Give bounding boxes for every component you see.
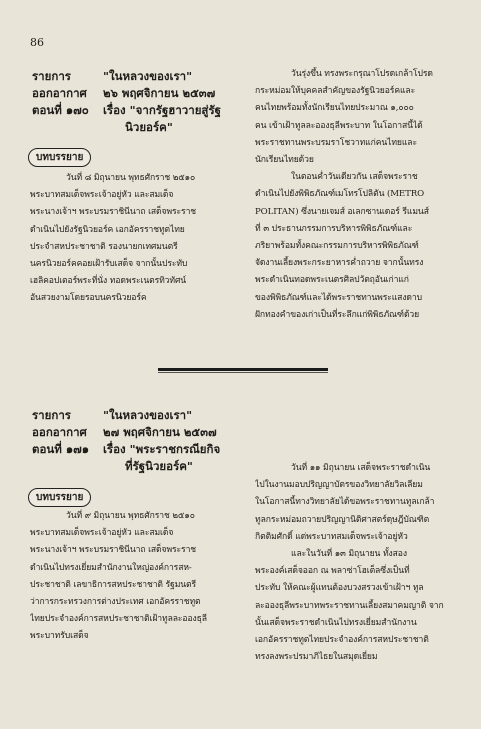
subject-line: ที่รัฐนิวยอร์ค" (125, 459, 193, 473)
text-line: ในตอนค่ำวันเดียวกัน เสด็จพระราช (291, 172, 418, 183)
text-line: วันรุ่งขึ้น ทรงพระกรุณาโปรดเกล้าโปรด (291, 69, 433, 79)
text-line: คน เข้าเฝ้าทูลละอองธุลีพระบาท ในโอกาสนี้ได้ (255, 120, 423, 131)
text-line: ในโอกาสนี้ทางวิทยาลัยได้ขอพระราชทานทูลเกล้า (255, 497, 435, 508)
text-line: นักเรียนไทยด้วย (255, 155, 314, 166)
text-line: ทรงลงพระปรมาภิไธยในสมุดเยี่ยม (255, 652, 378, 663)
text-line: พระนางเจ้าฯ พระบรมราชินีนาถ เสด็จพระราช (30, 545, 197, 556)
text-line: พระบาทสมเด็จพระเจ้าอยู่หัว และสมเด็จ (30, 528, 174, 539)
broadcast-date: ๒๗ พฤศจิกายน ๒๕๓๗ (103, 425, 217, 439)
text-line: วันที่ ๙ มิถุนายน พุทธศักราช ๒๕๑๐ (66, 511, 195, 521)
text-line: พระองค์เสด็จออก ณ พลาซ่าโฮเต็ลซึ่งเป็นที่ (255, 566, 410, 577)
text-line: ไปในงานมอบปริญญาบัตรของวิทยาลัยวิลเลียม (255, 480, 423, 491)
program-label-line: ตอนที่ ๑๗๐ (32, 103, 89, 117)
program-label-170 (32, 68, 98, 119)
subject-line: นิวยอร์ค" (125, 120, 173, 134)
text-line: ไทยประจำองค์การสหประชาชาติเฝ้าทูลละอองธุลี (30, 614, 207, 625)
text-line: ละอองธุลีพระบาทพระราชทานเลี้ยงสมาคมญาติ จาก (255, 600, 444, 611)
section-divider (158, 368, 328, 371)
section1-right-column (255, 66, 459, 324)
text-line: เอกอัครราชทูตไทยประจำองค์การสหประชาชาติ (255, 635, 429, 646)
text-line: วันที่ ๑๑ มิถุนายน เสด็จพระราชดำเนิน (291, 463, 431, 473)
text-line: ฝักทองคำของเก่าเป็นที่ระลึกแก่พิพิธภัณฑ์ด้วย (255, 309, 420, 320)
text-line: พระดำเนินทอดพระเนตรศิลปวัตถุอันเก่าแก่ (255, 275, 409, 286)
text-line: ประจำสหประชาชาติ รองนายกเทศมนตรี (30, 241, 178, 252)
text-line: ดำเนินไปทรงเยี่ยมสำนักงานใหญ่องค์การสห- (30, 562, 192, 573)
text-line: นครนิวยอร์คคอยเฝ้ารับเสด็จ จากนั้นประทับ (30, 259, 188, 270)
text-line: เฮลิคอปเตอร์พระที่นั่ง ทอดพระเนตรทิวทัศน์ (30, 276, 187, 287)
program-label-line: ตอนที่ ๑๗๑ (32, 442, 90, 456)
program-label-line: ออกอากาศ (32, 425, 87, 439)
program-heading-170 (103, 68, 223, 136)
text-line: POLITAN) ซึ่งนายเจมส์ อเลกซานเดอร์ รีแมนส์ (255, 206, 429, 217)
program-label-line: รายการ (32, 69, 71, 83)
text-line: ที่ ๓ ประธานกรรมการบริหารพิพิธภัณฑ์และ (255, 223, 413, 234)
text-line: ดำเนินไปยังพิพิธภัณฑ์เมโทรโปลิตัน (METRO (255, 189, 425, 200)
subject-line: เรื่อง "พระราชกรณียกิจ (103, 442, 221, 456)
text-line: และในวันที่ ๑๓ มิถุนายน ทั้งสอง (291, 549, 407, 560)
program-title: "ในหลวงของเรา" (103, 69, 193, 83)
text-line: พระราชทานพระบรมราโชวาทแก่คนไทยและ (255, 137, 417, 148)
text-line: พระนางเจ้าฯ พระบรมราชินีนาถ เสด็จพระราช (30, 207, 197, 218)
text-line: วันที่ ๘ มิถุนายน พุทธศักราช ๒๕๑๐ (66, 173, 196, 183)
text-line: ภริยาพร้อมทั้งคณะกรรมการบริหารพิพิธภัณฑ์ (255, 241, 419, 252)
text-line: พระบาทสมเด็จพระเจ้าอยู่หัว และสมเด็จ (30, 190, 174, 201)
subject-line: เรื่อง "จากรัฐฮาวายสู่รัฐ (103, 103, 221, 117)
program-label-171 (32, 407, 98, 458)
program-label-line: ออกอากาศ (32, 86, 87, 100)
page-number: 86 (30, 36, 44, 49)
text-line: พระบาทรับเสด็จ (30, 631, 89, 642)
text-line: ว่าการกระทรวงการต่างประเทศ เอกอัครราชทูต (30, 597, 201, 608)
narration-badge: บทบรรยาย (28, 488, 91, 507)
text-line: จัดงานเลี้ยงพระกระยาหารค่ำถวาย จากนั้นทรง (255, 258, 424, 269)
section2-left-column (30, 508, 230, 646)
text-line: กิตติมศักดิ์ แด่พระบาทสมเด็จพระเจ้าอยู่หัว (255, 531, 408, 542)
program-heading-171 (103, 407, 223, 475)
text-line: ประทับ ให้คณะผู้แทนต้องบวงสรวงเข้าเฝ้าฯ ทูล (255, 583, 424, 594)
text-line: อันสวยงามโดยรอบนครนิวยอร์ค (30, 293, 147, 304)
broadcast-date: ๒๖ พฤศจิกายน ๒๕๓๗ (103, 86, 216, 100)
program-title: "ในหลวงของเรา" (103, 408, 193, 422)
program-label-line: รายการ (32, 408, 71, 422)
narration-badge: บทบรรยาย (28, 148, 91, 167)
text-line: กระหม่อมให้บุคคลสำคัญของรัฐนิวยอร์คและ (255, 86, 416, 97)
text-line: นั้นเสด็จพระราชดำเนินไปทรงเยี่ยมสำนักงาน (255, 617, 417, 628)
text-line: คนไทยพร้อมทั้งนักเรียนไทยประมาณ ๑,๐๐๐ (255, 103, 414, 114)
text-line: ประชาชาติ เลขาธิการสหประชาชาติ รัฐมนตรี (30, 579, 197, 590)
text-line: ของพิพิธภัณฑ์และได้พระราชทานพระแสงดาบ (255, 292, 422, 303)
section2-right-column (255, 460, 459, 666)
section1-left-column (30, 170, 230, 308)
text-line: ดำเนินไปยังรัฐนิวยอร์ค เอกอัครราชทูตไทย (30, 224, 185, 235)
text-line: ทูลกระหม่อมถวายปริญญานิติศาสตร์ดุษฎีบัณฑิต (255, 514, 430, 525)
